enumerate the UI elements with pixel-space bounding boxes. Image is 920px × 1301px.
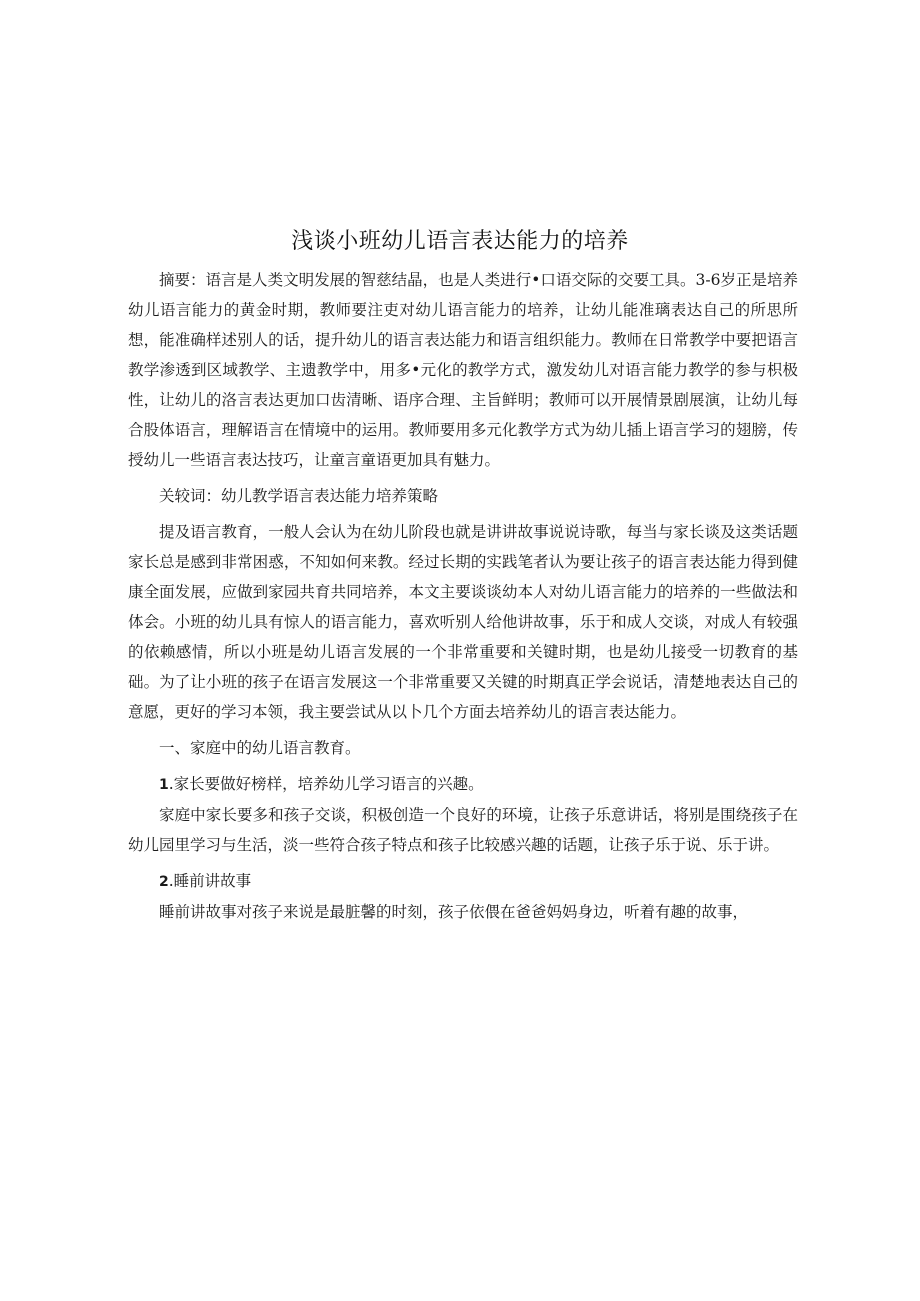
item-heading-1-text: .家长要做好榜样，培养幼儿学习语言的兴趣。 [168, 775, 484, 793]
section-heading-family: 一、家庭中的幼儿语言教育。 [159, 739, 361, 757]
item-heading-2-text: .睡前讲故事 [168, 872, 252, 890]
item-heading-2 [128, 866, 798, 897]
intro-paragraph: 提及语言教育，一般人会认为在幼儿阶段也就是讲讲故事说说诗歌，每当与家长谈及这类话题家长总是感到非常困惑，不知如何来教。经过长期的实践笔者认为要让孩子的语言表达能力得到健康全面发展，应做到家园共育共同培养，本文主要谈谈幼本人对幼儿语言能力的培养的一些做法和体会。小班的幼儿具有惊人的语言能力，喜欢听别人给他讲故事，乐于和成人交谈，对成人有较强的依赖感情，所以小班是幼儿语言发展的一个非常重要和关键时期，也是幼儿接受一切教育的基础。为了让小班的孩子在语言发展这一个非常重要又关键的时期真正学会说话，清楚地表达自己的意愿，更好的学习本领，我主要尝试从以卜几个方面去培养幼儿的语言表达能力。 [128, 523, 798, 721]
keywords-paragraph: 关较词：幼儿教学语言表达能力培养策略 [159, 487, 439, 505]
item-body-2: 睡前讲故事对孩子来说是最脏馨的时刻，孩子依偎在爸爸妈妈身边，听着有趣的故事， [159, 903, 749, 921]
document-title: 浅谈小班幼儿语言表达能力的培养 [291, 229, 629, 254]
abstract-paragraph: 摘要：语言是人类文明发展的智慈结晶，也是人类进行•口语交际的交要工具。3-6岁正是培养幼儿语言能力的黄金时期，教师要注吏对幼儿语言能力的培养，让幼儿能准璃表达自己的所思所想，能准确样述别人的话，提升幼儿的语言表达能力和语言组织能力。教师在日常教学中要把语言教学渗透到区域教学、主遗教学中，用多•元化的教学方式，激发幼儿对语言能力教学的参与枳极性，让幼儿的洛言表达更加口齿清晰、语序合理、主旨鲜明；教师可以开展情景剧展演，让幼儿每合股体语言，理解语言在情境中的运用。教师要用多元化教学方式为幼儿插上语言学习的翅膀，传授幼儿一些语言表达技巧，让童言童语更加具有魅力。 [128, 271, 798, 469]
item-number-1: 1 [159, 777, 169, 793]
item-heading-1 [128, 769, 798, 800]
item-number-2: 2 [159, 874, 169, 890]
document-body [128, 265, 798, 927]
item-body-1: 家庭中家长要多和孩子交谈，积极创造一个良好的环境，让孩子乐意讲话，将别是围绕孩子在幼儿园里学习与生活，淡一些符合孩子特点和孩子比较感兴趣的话题，让孩子乐于说、乐于讲。 [128, 806, 798, 854]
